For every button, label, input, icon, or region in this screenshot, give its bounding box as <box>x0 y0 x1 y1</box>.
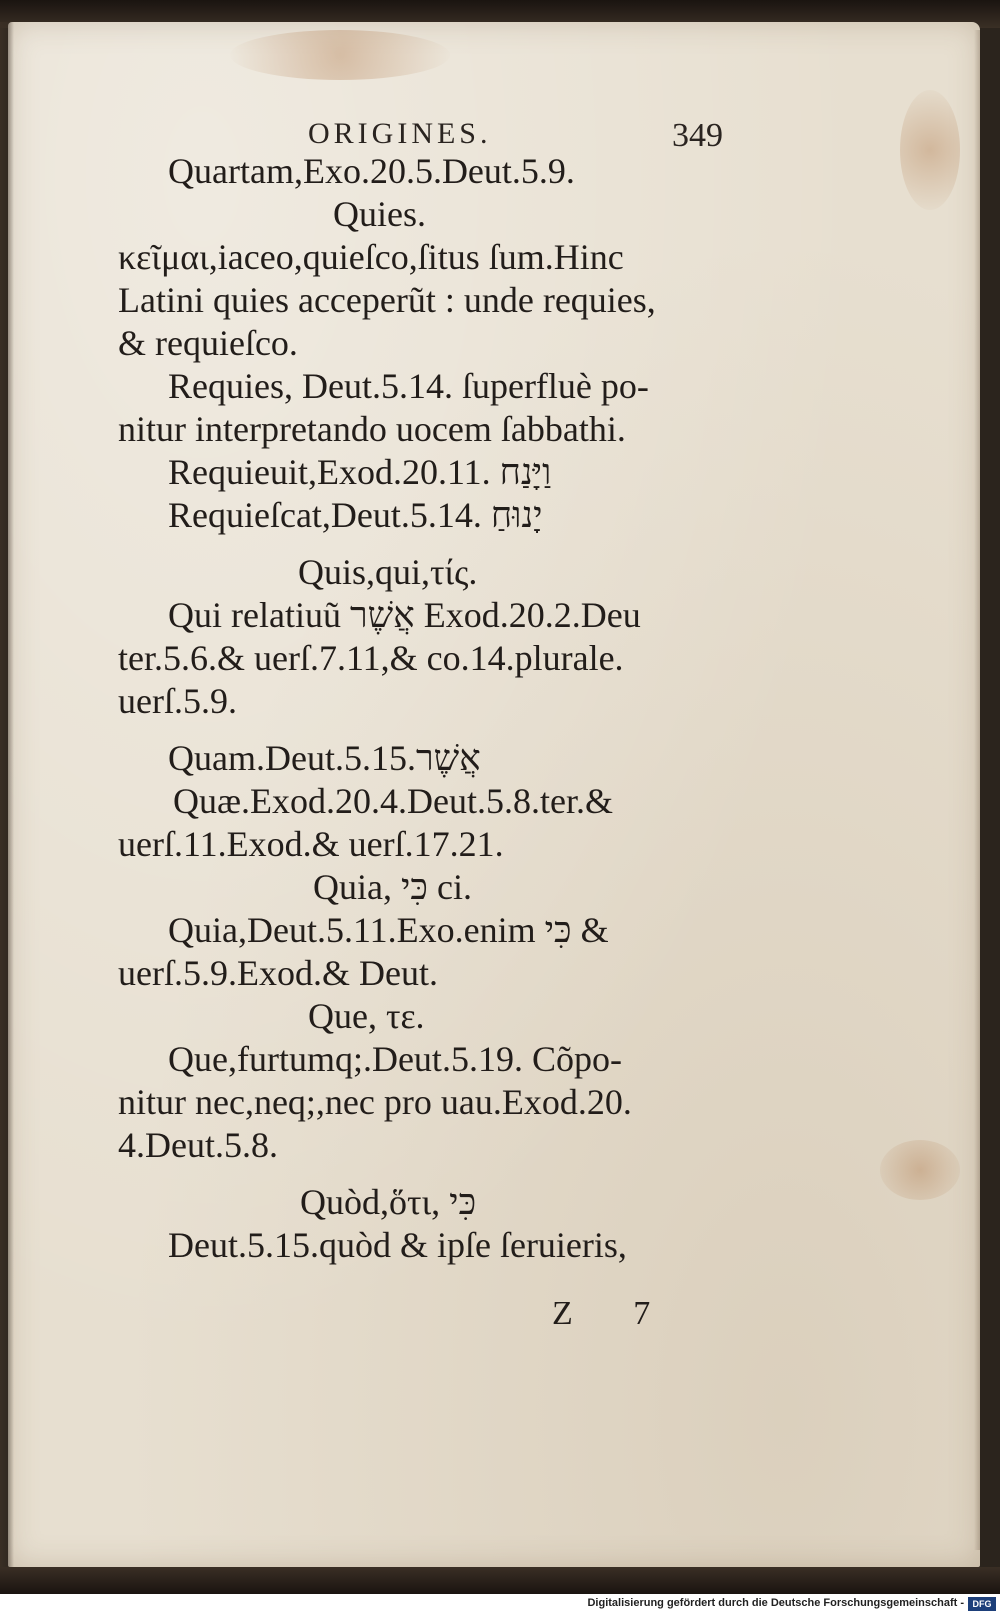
text-line: Requieſcat,Deut.5.14. יָנוּחַ <box>168 495 543 535</box>
text-line: Requieuit,Exod.20.11. וַיָּנַח <box>168 452 552 492</box>
book-spine-shadow <box>0 22 14 1567</box>
foxing-stain <box>880 1140 960 1200</box>
digitization-credit: Digitalisierung gefördert durch die Deutsche Forschungsgemeinschaft - <box>587 1597 964 1609</box>
text-line: Requies, Deut.5.14. ſuperfluè po- <box>168 366 649 406</box>
page-edge-shadow <box>974 30 980 1550</box>
page-body-text <box>118 150 738 1267</box>
text-line: uerſ.5.9.Exod.& Deut. <box>118 953 438 993</box>
text-line: & requieſco. <box>118 323 298 363</box>
text-line: uerſ.11.Exod.& uerſ.17.21. <box>118 824 504 864</box>
text-line: κεῖμαι,iaceo,quieſco,ſitus ſum.Hinc <box>118 237 624 277</box>
running-head: ORIGINES. <box>308 117 492 150</box>
text-line: Latini quies acceperũt : unde requies, <box>118 280 656 320</box>
spacer <box>118 723 738 737</box>
text-line: Deut.5.15.quòd & ipſe ſeruieris, <box>168 1225 627 1265</box>
book-frame-bottom <box>0 1567 1000 1594</box>
text-line: 4.Deut.5.8. <box>118 1125 278 1165</box>
dfg-logo: DFG <box>968 1597 996 1611</box>
text-line: Qui relatiuũ אֲשֶׁר Exod.20.2.Deu <box>168 595 641 635</box>
entry-heading: Quis,qui,τίς. <box>298 552 478 592</box>
text-line: nitur nec,neq;,nec pro uau.Exod.20. <box>118 1082 632 1122</box>
text-line: Quam.Deut.5.15.אֲשֶׁר <box>168 738 481 778</box>
entry-heading: Quia, כִּי ci. <box>313 867 473 907</box>
foxing-stain <box>230 30 450 80</box>
page-number: 349 <box>672 117 723 154</box>
entry-heading: Que, τε. <box>308 996 425 1036</box>
entry-heading: Quies. <box>333 194 426 234</box>
catchword-signature: Z 7 <box>552 1295 677 1332</box>
foxing-stain <box>900 90 960 210</box>
text-line: Quartam,Exo.20.5.Deut.5.9. <box>168 151 575 191</box>
spacer <box>118 537 738 551</box>
entry-heading: Quòd,ὅτι, כִּי <box>300 1182 477 1222</box>
text-line: Quæ.Exod.20.4.Deut.5.8.ter.& <box>173 781 613 821</box>
spacer <box>118 1167 738 1181</box>
text-line: Quia,Deut.5.11.Exo.enim כִּי & <box>168 910 609 950</box>
text-line: uerſ.5.9. <box>118 681 237 721</box>
text-line: Que,furtumq;.Deut.5.19. Cõpo- <box>168 1039 622 1079</box>
text-line: ter.5.6.& uerſ.7.11,& co.14.plurale. <box>118 638 624 678</box>
text-line: nitur interpretando uocem ſabbathi. <box>118 409 626 449</box>
